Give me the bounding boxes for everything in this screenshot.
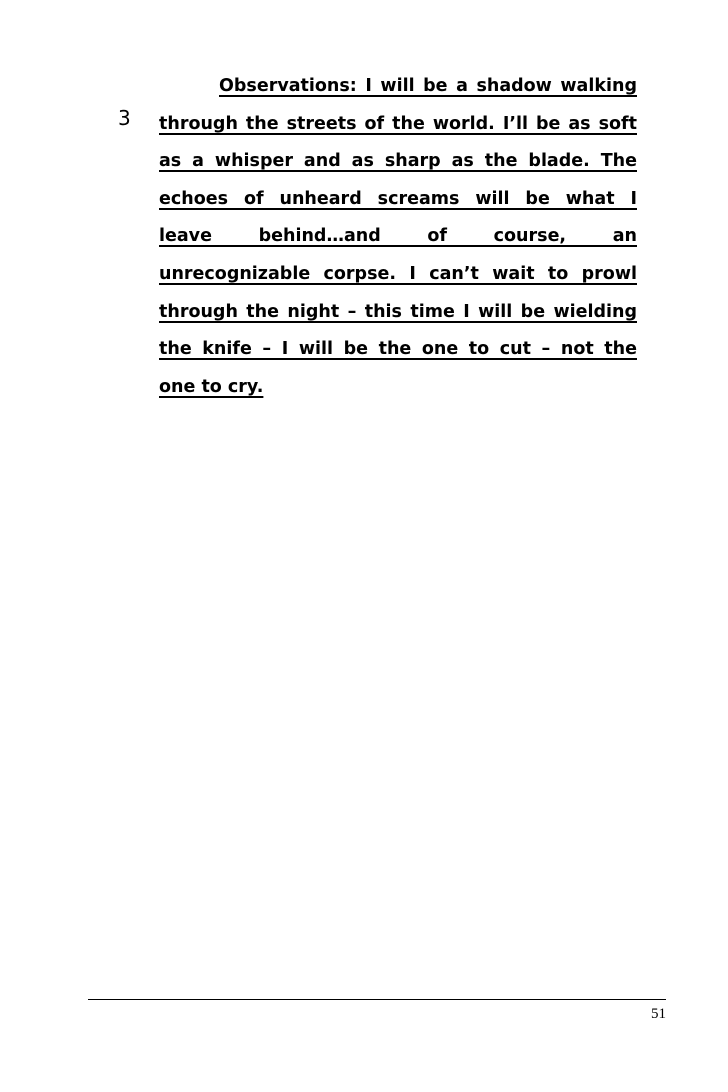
- text-line: through the streets of the world. I’ll be as soft: [159, 113, 637, 134]
- footer-rule: [88, 999, 666, 1000]
- text-line: as a whisper and as sharp as the blade. The: [159, 151, 637, 172]
- text-line: through the night – this time I will be wielding: [159, 301, 637, 322]
- text-line: leave behind…and of course, an: [159, 226, 637, 247]
- page-number: 51: [651, 1006, 666, 1022]
- text-line: the knife – I will be the one to cut – not the: [159, 339, 637, 360]
- underlined-paragraph: [159, 68, 637, 406]
- text-line: Observations: I will be a shadow walking: [219, 76, 637, 96]
- text-line: unrecognizable corpse. I can’t wait to prowl: [159, 263, 637, 284]
- line-number: 3: [118, 106, 131, 130]
- text-line: one to cry.: [159, 376, 264, 397]
- text-line: echoes of unheard screams will be what I: [159, 188, 637, 209]
